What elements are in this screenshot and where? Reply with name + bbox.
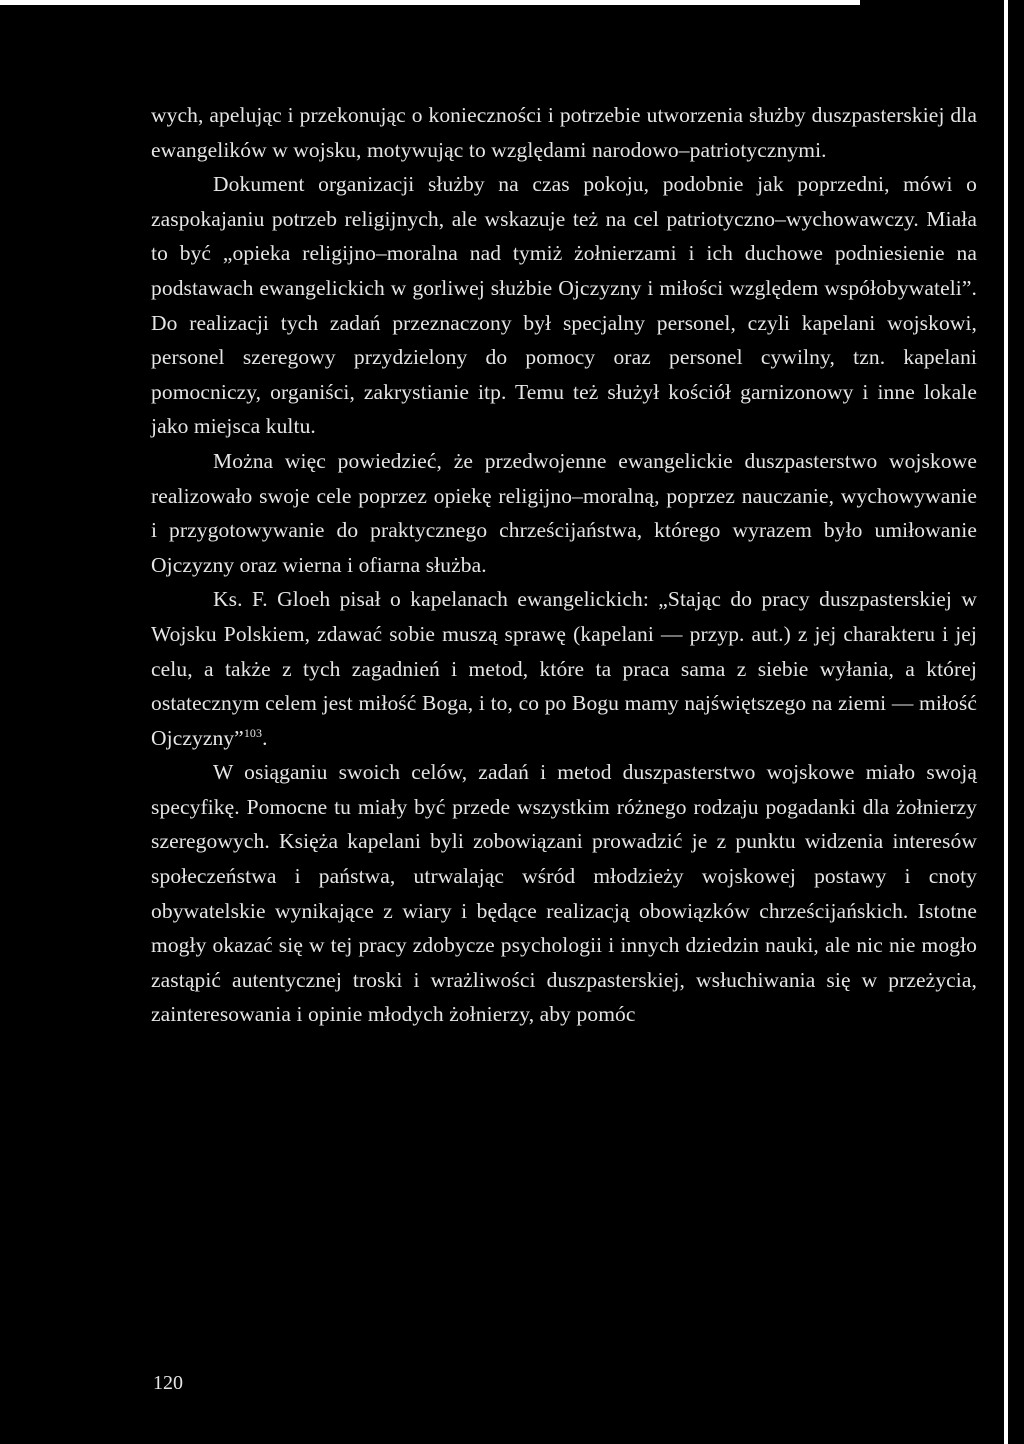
paragraph-1: wych, apelując i przekonując o konieczności i potrzebie utworzenia służby duszpasterskiej dla ewangelików w wojsku, motywując to względami narodowo–patriotycznymi. [151, 103, 977, 162]
right-border-line [1004, 0, 1008, 1444]
top-border-line [0, 0, 860, 5]
paragraph-5: W osiąganiu swoich celów, zadań i metod duszpasterstwo wojskowe miało swoją specyfikę. Pomocne tu miały być przede wszystkim różnego rodzaju pogadanki dla żołnierzy szeregowych. Księża kapelani byli zobowiązani prowadzić je z punktu widzenia interesów społeczeństwa i państwa, utrwalając wśród młodzieży wojskowej postawy i cnoty obywatelskie wynikające z wiary i będące realizacją obowiązków chrześcijańskich. Istotne mogły okazać się w tej pracy zdobycze psychologii i innych dziedzin nauki, ale nic nie mogło zastąpić autentycznej troski i wrażliwości duszpasterskiej, wsłuchiwania się w przeżycia, zainteresowania i opinie młodych żołnierzy, aby pomóc [151, 760, 977, 1027]
footnote-reference: 103 [243, 725, 263, 740]
page-body [151, 98, 977, 1032]
paragraph-2: Dokument organizacji służby na czas pokoju, podobnie jak poprzedni, mówi o zaspokajaniu potrzeb religijnych, ale wskazuje też na cel patriotyczno–wychowawczy. Miała to być „opieka religijno–moralna nad tymiż żołnierzami i ich duchowe podniesienie na podstawach ewangelickich w gorliwej służbie Ojczyzny i miłości względem współobywateli”. Do realizacji tych zadań przeznaczony był specjalny personel, czyli kapelani wojskowi, personel szeregowy przydzielony do pomocy oraz personel cywilny, tzn. kapelani pomocniczy, organiści, zakrystianie itp. Temu też służył kościół garnizonowy i inne lokale jako miejsca kultu. [151, 172, 977, 439]
paragraph-4-tail: . [262, 725, 268, 750]
page-number: 120 [153, 1372, 183, 1394]
paragraph-4 [151, 582, 977, 755]
paragraph-3: Można więc powiedzieć, że przedwojenne ewangelickie duszpasterstwo wojskowe realizowało swoje cele poprzez opiekę religijno–moralną, poprzez nauczanie, wychowywanie i przygotowywanie do praktycznego chrześcijaństwa, którego wyrazem było umiłowanie Ojczyzny oraz wierna i ofiarna służba. [151, 448, 977, 577]
paragraph-4-text: Ks. F. Gloeh pisał o kapelanach ewangelickich: „Stając do pracy duszpasterskiej w Wojsku Polskiem, zdawać sobie muszą sprawę (kapelani — przyp. aut.) z jej charakteru i jej celu, a także z tych zagadnień i metod, które ta praca sama z siebie wyłania, a której ostatecznym celem jest miłość Boga, i to, co po Bogu mamy najświętszego na ziemi — miłość Ojczyzny” [151, 587, 977, 750]
